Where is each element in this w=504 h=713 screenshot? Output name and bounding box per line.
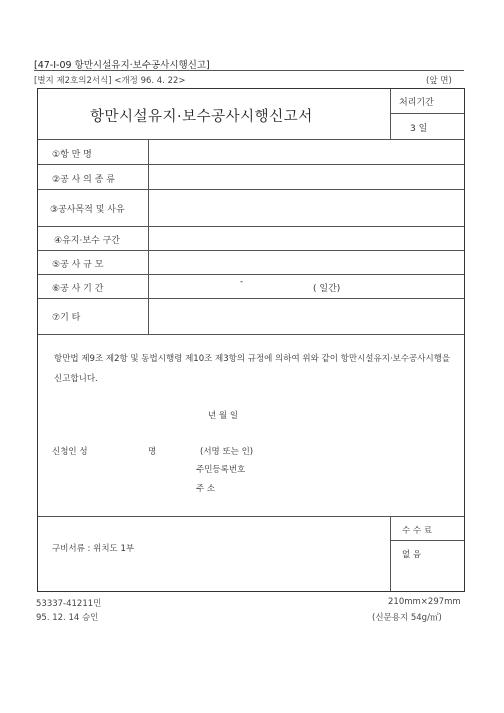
fee-label: 수 수 료	[402, 526, 433, 536]
processing-period-label: 처리기간	[399, 98, 434, 108]
date-line: 년 월 일	[208, 411, 239, 421]
divider-fee-vertical	[390, 516, 391, 591]
field-label-scale: ⑤공 사 규 모	[52, 260, 104, 270]
field-label-work-type: ②공 사 의 종 류	[52, 175, 115, 185]
paper-size: 210mm×297mm	[388, 597, 461, 607]
signature-label: (서명 또는 인)	[200, 447, 254, 457]
field-label-period: ⑥공 사 기 간	[52, 284, 104, 294]
paper-type: (신문용지 54g/㎡)	[372, 613, 442, 623]
field-label-purpose: ③공사목적 및 사유	[50, 205, 125, 215]
field-label-port-name: ①항 만 명	[52, 150, 92, 160]
form-title: 항만시설유지·보수공사시행신고서	[90, 109, 313, 125]
address-label: 주 소	[196, 484, 216, 494]
divider-title-bottom	[38, 139, 464, 140]
fee-value: 없 음	[402, 550, 422, 560]
divider-fee	[390, 540, 464, 541]
divider-row-5	[38, 274, 464, 275]
header-underline	[34, 70, 464, 71]
divider-label-column	[148, 139, 149, 334]
divider-row-1	[38, 164, 464, 165]
required-documents: 구비서류 : 위치도 1부	[52, 544, 135, 554]
divider-statement-bottom	[38, 516, 464, 517]
declaration-statement: 항만법 제9조 제2항 및 동법시행령 제10조 제3항의 규정에 의하여 위와 같이 항만시설유지·보수공사시행을 신고합니다.	[54, 354, 451, 384]
period-dash: -	[240, 277, 244, 287]
divider-processing	[390, 113, 464, 114]
form-number: 53337-41211민	[36, 599, 102, 609]
divider-row-3	[38, 226, 464, 227]
field-label-section: ④유지·보수 구간	[54, 236, 120, 246]
processing-period-value: 3 일	[410, 124, 428, 134]
page-side-label: (앞 면)	[426, 76, 452, 86]
period-days: ( 일간)	[313, 284, 341, 294]
applicant-label: 신청인 성	[52, 447, 88, 457]
divider-title-vertical	[390, 89, 391, 139]
approval-date: 95. 12. 14 승인	[36, 613, 99, 623]
divider-row-6	[38, 298, 464, 299]
form-reference: [별지 제2호의2서식] <개정 96. 4. 22>	[34, 76, 186, 86]
applicant-name-label: 명	[148, 447, 157, 457]
divider-row-4	[38, 250, 464, 251]
field-label-other: ⑦기 타	[52, 313, 81, 323]
document-code-title: [47-I-09 항만시설유지·보수공사시행신고]	[34, 60, 210, 71]
resident-number-label: 주민등록번호	[196, 465, 246, 475]
divider-row-2	[38, 189, 464, 190]
divider-row-7	[38, 334, 464, 335]
